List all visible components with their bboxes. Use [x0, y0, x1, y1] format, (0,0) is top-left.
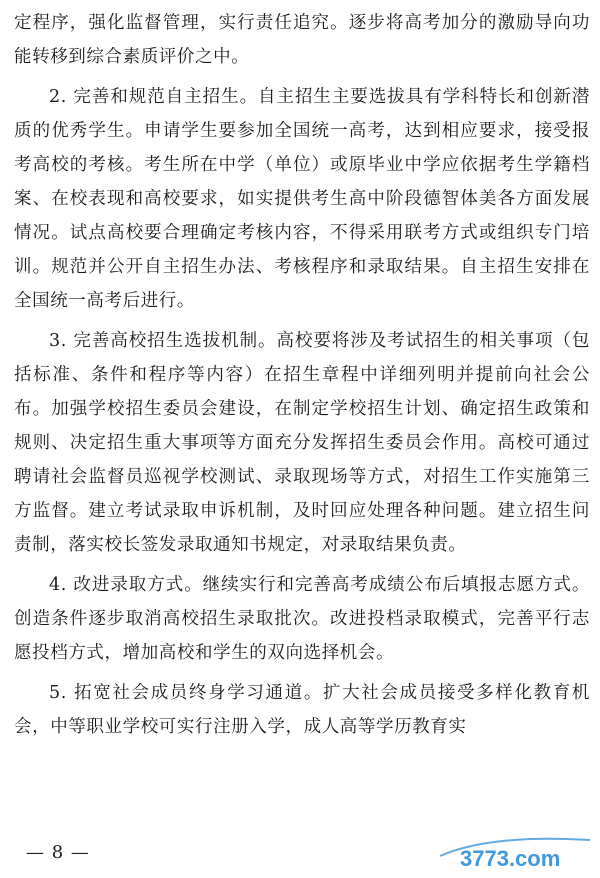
page-number: — 8 — [26, 842, 90, 863]
body-text [14, 6, 590, 750]
paragraph-item-2: 2. 完善和规范自主招生。自主招生主要选拔具有学科特长和创新潜质的优秀学生。申请学生要参加全国统一高考，达到相应要求，接受报考高校的考核。考生所在中学（单位）或原毕业中学应依据考生学籍档案、在校表现和高校要求，如实提供考生高中阶段德智体美各方面发展情况。试点高校要合理确定考核内容，不得采用联考方式或组织专门培训。规范并公开自主招生办法、考核程序和录取结果。自主招生安排在全国统一高考后进行。 [14, 87, 590, 311]
paragraph-continued: 定程序，强化监督管理，实行责任追究。逐步将高考加分的激励导向功能转移到综合素质评价之中。 [14, 13, 590, 67]
paragraph-item-5: 5. 拓宽社会成员终身学习通道。扩大社会成员接受多样化教育机会，中等职业学校可实行注册入学，成人高等学历教育实 [14, 683, 590, 737]
watermark-logo [430, 826, 600, 876]
paragraph-item-4: 4. 改进录取方式。继续实行和完善高考成绩公布后填报志愿方式。创造条件逐步取消高校招生录取批次。改进投档录取模式，完善平行志愿投档方式，增加高校和学生的双向选择机会。 [14, 575, 590, 663]
paragraph-item-3: 3. 完善高校招生选拔机制。高校要将涉及考试招生的相关事项（包括标准、条件和程序等内容）在招生章程中详细列明并提前向社会公布。加强学校招生委员会建设，在制定学校招生计划、确定招生政策和规则、决定招生重大事项等方面充分发挥招生委员会作用。高校可通过聘请社会监督员巡视学校测试、录取现场等方式，对招生工作实施第三方监督。建立考试录取申诉机制，及时回应处理各种问题。建立招生问责制，落实校长签发录取通知书规定，对录取结果负责。 [14, 331, 590, 555]
watermark-text: 3773.com [460, 846, 561, 871]
